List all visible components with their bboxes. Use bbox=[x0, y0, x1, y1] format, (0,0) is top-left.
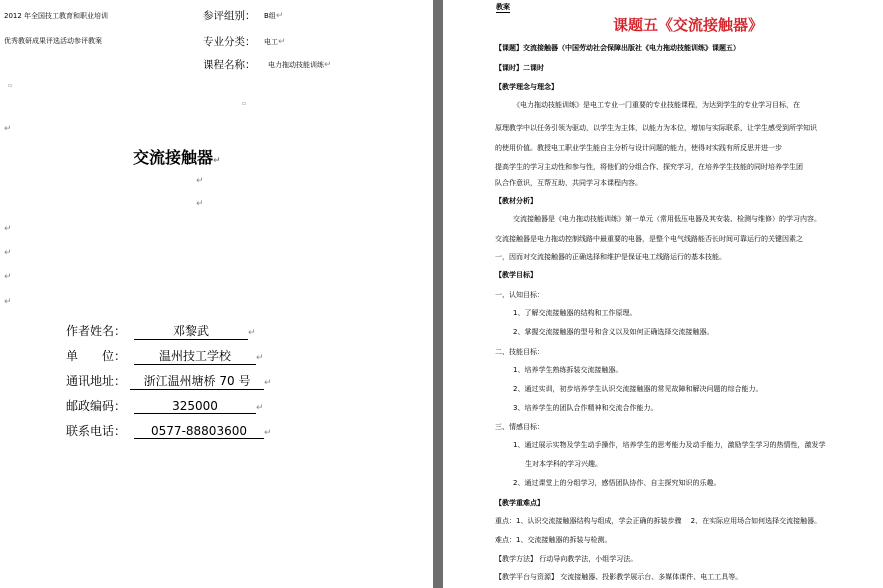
info-label: 邮政编码： bbox=[66, 399, 127, 413]
section-line: 【教学目标】 bbox=[495, 271, 537, 279]
section-line: 【课时】二课时 bbox=[495, 64, 544, 72]
body-line: 原理教学中以任务引领为驱动，以学生为主体，以能力为本位，增加与实际联系，让学生感受到所学知识 bbox=[495, 124, 817, 132]
paragraph-mark: ▫ bbox=[242, 100, 247, 107]
body-line: 三、情感目标： bbox=[495, 423, 544, 431]
cover-page bbox=[0, 0, 433, 588]
course-value: 电力拖动技能训练↵ bbox=[268, 60, 332, 70]
info-label: 单 位： bbox=[66, 349, 127, 363]
info-row-unit: 单 位： 温州技工学校 ↵ bbox=[66, 349, 264, 363]
header-line-2: 优秀教研成果评选活动参评教案 bbox=[4, 37, 102, 45]
paragraph-mark: ↵ bbox=[196, 199, 204, 209]
info-row-address: 通讯地址： 浙江温州塘桥 70 号 ↵ bbox=[66, 374, 272, 388]
body-line: 提高学生的学习主动性和参与性，将他们的分组合作、探究学习，在培养学生技能的同时培养学生团 bbox=[495, 163, 803, 171]
body-line: 【教学平台与资源】 交流接触器、投影教学展示台、多媒体课件、电工工具等。 bbox=[495, 573, 743, 581]
body-line: 难点：1、交流接触器的拆装与检测。 bbox=[495, 536, 612, 544]
paragraph-mark: ↵ bbox=[4, 124, 12, 134]
body-line: 《电力拖动技能训练》是电工专业一门重要的专业技能课程，为达到学生的专业学习目标，在 bbox=[513, 101, 800, 109]
info-value: 浙江温州塘桥 70 号 bbox=[130, 372, 264, 390]
section-line: 【教学理念与理念】 bbox=[495, 83, 558, 91]
page-divider bbox=[433, 0, 443, 588]
header-line-1: 2012 年全国技工教育和职业培训 bbox=[4, 12, 109, 20]
info-label: 作者姓名： bbox=[66, 324, 127, 338]
info-value: 0577-88803600 bbox=[134, 424, 264, 439]
info-value: 邓黎武 bbox=[134, 322, 248, 340]
lesson-title: 课题五《交流接触器》 bbox=[613, 16, 764, 34]
course-label: 课程名称： bbox=[203, 59, 256, 71]
body-line: 生对本学科的学习兴趣。 bbox=[525, 460, 602, 468]
body-line: 一、认知目标： bbox=[495, 291, 544, 299]
body-line: 1、通过展示实物及学生动手操作，培养学生的思考能力及动手能力，激励学生学习的热情性，激发学 bbox=[513, 441, 826, 449]
major-value: 电工↵ bbox=[264, 37, 286, 47]
body-line: 交流接触器是《电力拖动技能训练》第一单元（常用低压电器及其安装、检测与维修）的学习内容。 bbox=[513, 215, 821, 223]
body-line: 1、培养学生熟练拆装交流接触器。 bbox=[513, 366, 623, 374]
paragraph-mark: ↵ bbox=[4, 272, 12, 282]
info-label: 通讯地址： bbox=[66, 374, 127, 388]
info-row-author: 作者姓名： 邓黎武 ↵ bbox=[66, 324, 256, 338]
body-line: 队合作意识，互帮互助，共同学习本课程内容。 bbox=[495, 179, 642, 187]
body-line: 重点：1、认识交流接触器结构与组成，学会正确的拆装步骤 2、在实际应用场合如何选择交流接触器。 bbox=[495, 517, 822, 525]
lesson-plan-page bbox=[443, 0, 883, 588]
body-line: 的使用价值。教授电工职业学生能自主分析与设计问题的能力，使得对实践有所反思并进一步 bbox=[495, 144, 782, 152]
paragraph-mark: ↵ bbox=[4, 297, 12, 307]
info-value: 325000 bbox=[134, 399, 256, 414]
info-row-phone: 联系电话： 0577-88803600 ↵ bbox=[66, 424, 272, 438]
paragraph-mark: ↵ bbox=[196, 176, 204, 186]
head-label: 教案 bbox=[496, 3, 510, 11]
body-line: 1、了解交流接触器的结构和工作原理。 bbox=[513, 309, 637, 317]
section-line: 【课题】交流接触器（中国劳动社会保障出版社《电力拖动技能训练》课题五） bbox=[495, 44, 740, 52]
paragraph-mark: ↵ bbox=[4, 224, 12, 234]
body-line: 3、培养学生的团队合作精神和交流合作能力。 bbox=[513, 404, 658, 412]
body-line: 2、掌握交流接触器的型号和含义以及如何正确选择交流接触器。 bbox=[513, 328, 714, 336]
section-line: 【教学重难点】 bbox=[495, 499, 544, 507]
info-row-postcode: 邮政编码： 325000 ↵ bbox=[66, 399, 264, 413]
body-line: 【教学方法】 行动导向教学法，小组学习法。 bbox=[495, 555, 638, 563]
info-label: 联系电话： bbox=[66, 424, 127, 438]
paragraph-mark: ▫ bbox=[8, 82, 13, 89]
body-line: 二、技能目标： bbox=[495, 348, 544, 356]
body-line: 一，因而对交流接触器的正确选择和维护是保证电工线路运行的基本技能。 bbox=[495, 253, 726, 261]
section-line: 【教材分析】 bbox=[495, 197, 537, 205]
group-label: 参评组别： bbox=[203, 10, 256, 22]
major-label: 专业分类： bbox=[203, 36, 256, 48]
body-line: 交流接触器是电力拖动控制线路中最重要的电器，是整个电气线路能否长时间可靠运行的关键因素之 bbox=[495, 235, 803, 243]
body-line: 2、通过课堂上的分组学习，感悟团队协作、自主探究知识的乐趣。 bbox=[513, 479, 721, 487]
info-value: 温州技工学校 bbox=[134, 347, 256, 365]
paragraph-mark: ↵ bbox=[4, 248, 12, 258]
document-title: 交流接触器↵ bbox=[133, 148, 221, 167]
group-value: B组↵ bbox=[264, 11, 284, 21]
body-line: 2、通过实训，初步培养学生认识交流接触器的常见故障和解决问题的综合能力。 bbox=[513, 385, 763, 393]
